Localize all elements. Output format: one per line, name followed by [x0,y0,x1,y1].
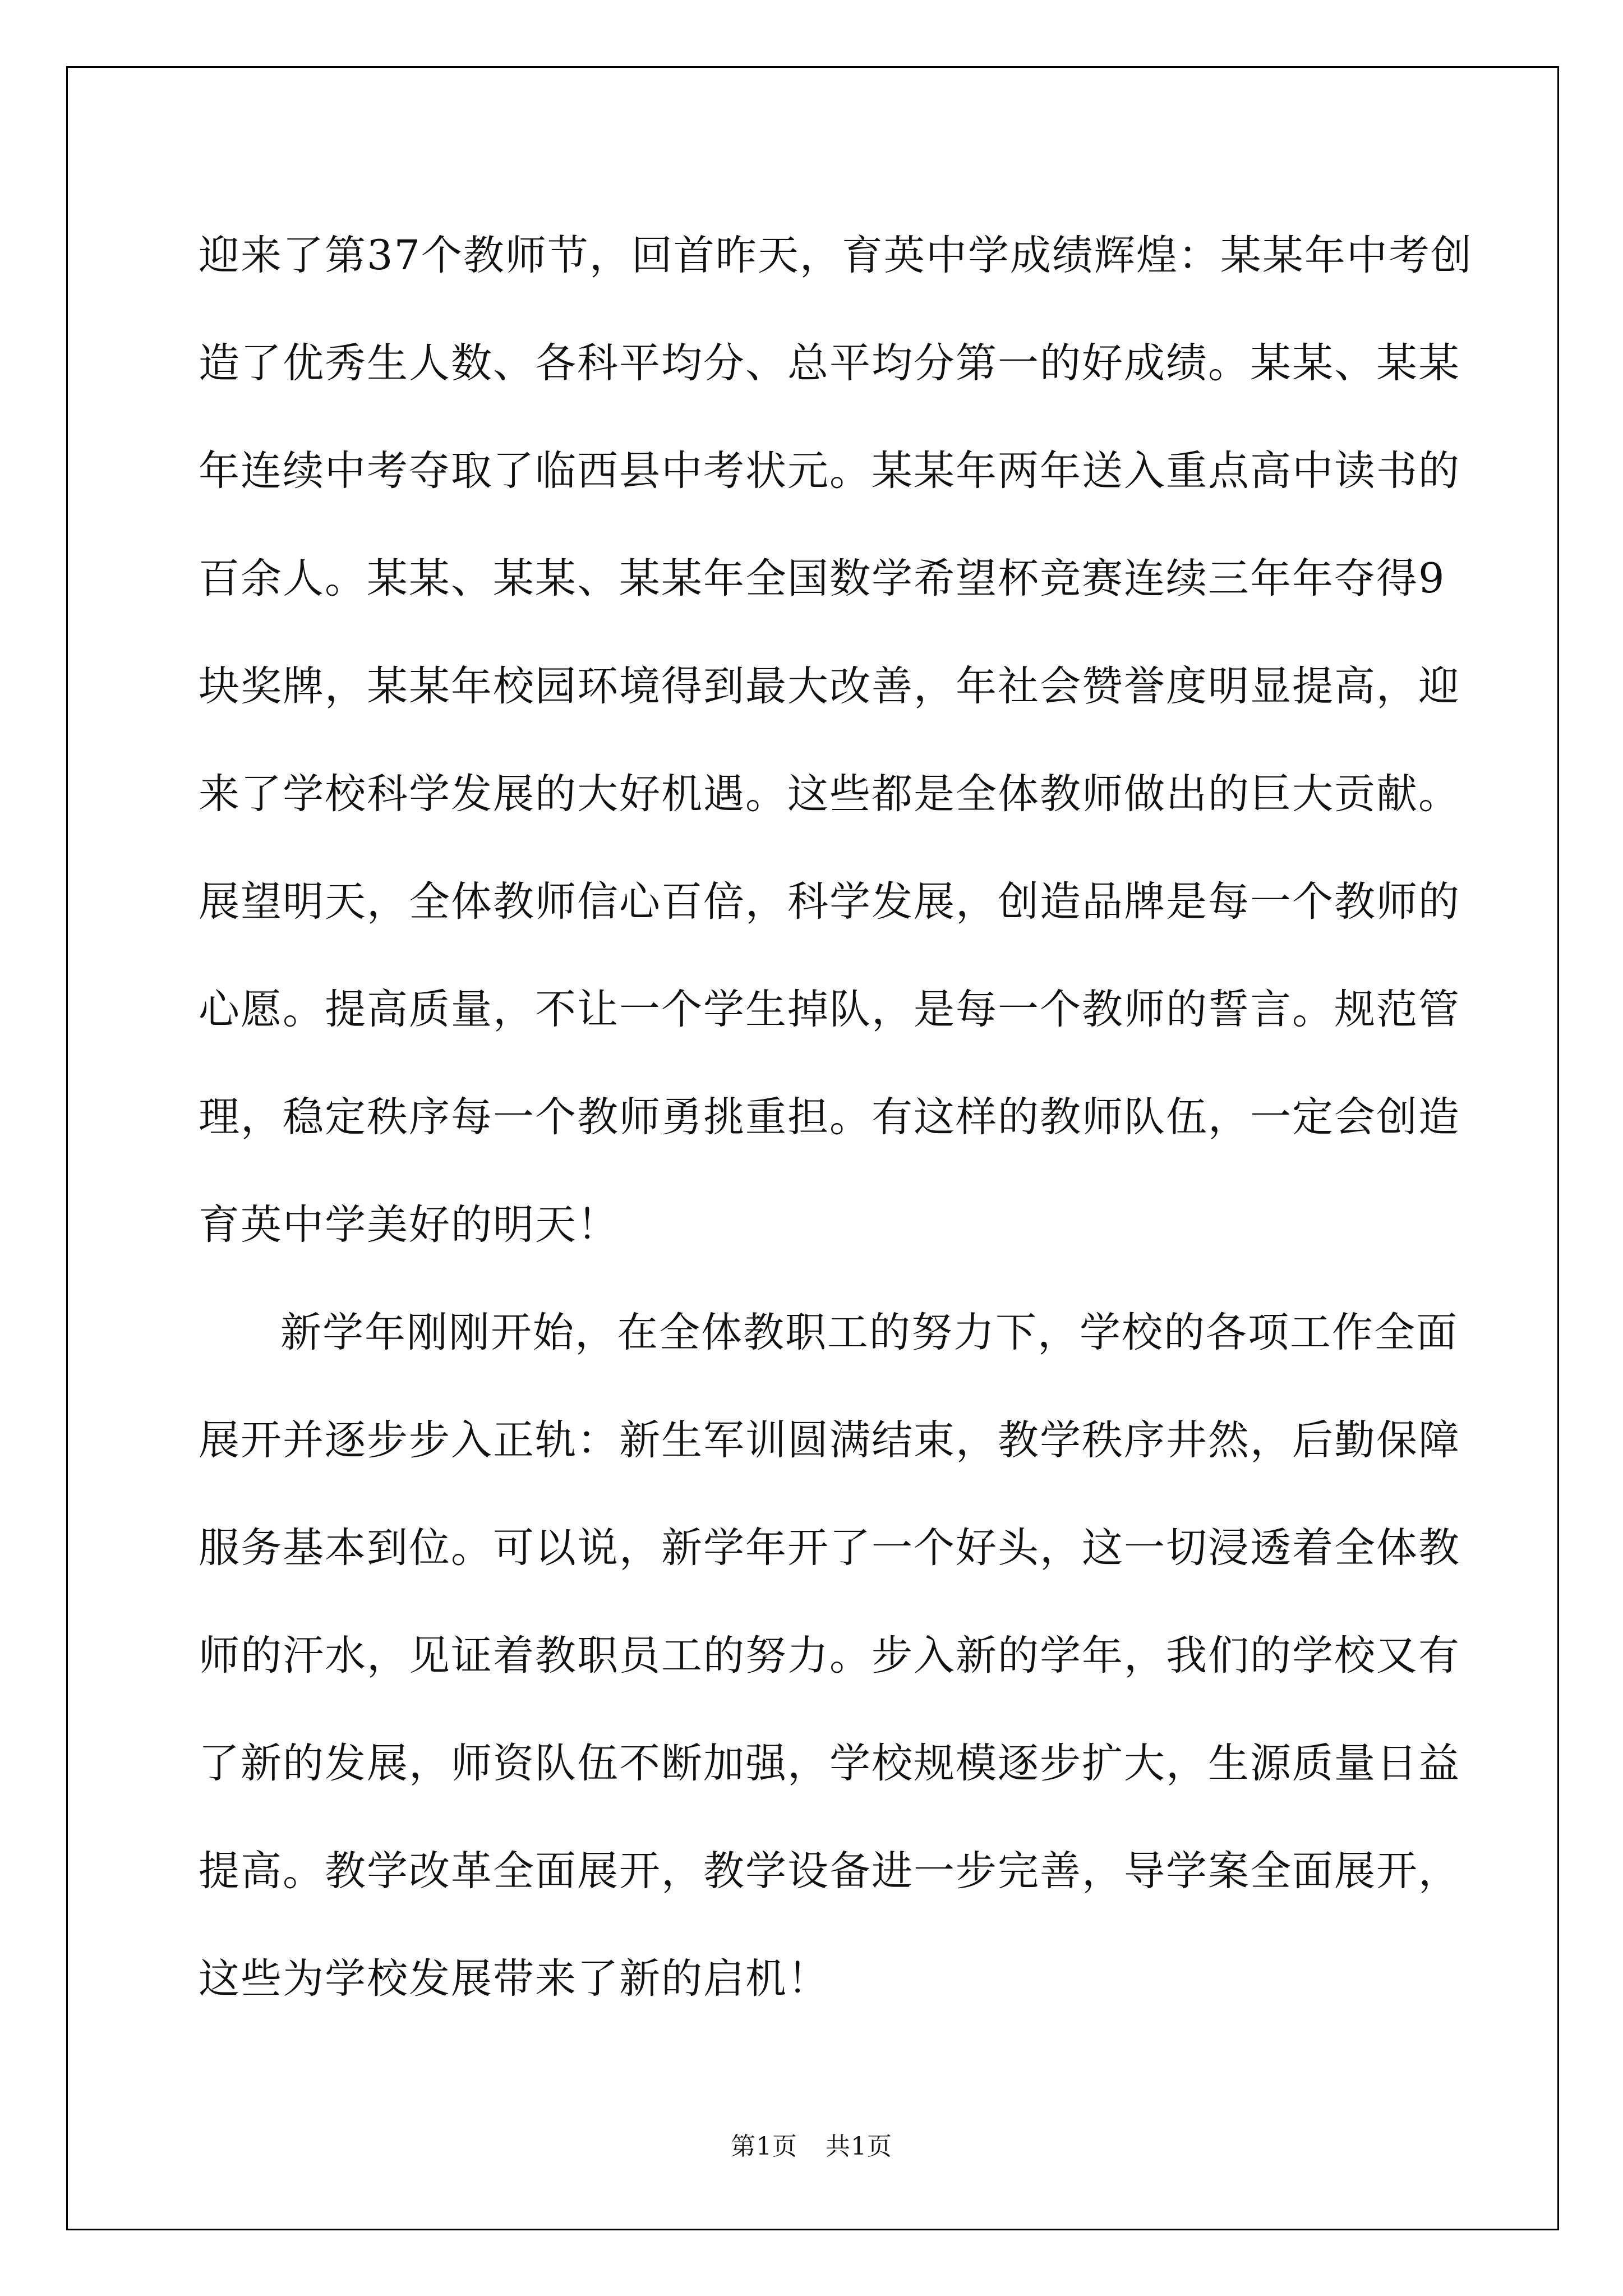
page-number: 第1页 [731,2132,797,2161]
text-line: 块奖牌，某某年校园环境得到最大改善，年社会赞誉度明显提高，迎 [199,662,1460,710]
text-line: 来了学校科学发展的大好机遇。这些都是全体教师做出的巨大贡献。 [199,770,1460,818]
page-footer [0,2126,1623,2162]
text-line: 理，稳定秩序每一个教师勇挑重担。有这样的教师队伍，一定会创造 [199,1093,1460,1141]
text-line: 育英中学美好的明天！ [199,1201,619,1249]
text-line: 心愿。提高质量，不让一个学生掉队，是每一个教师的誓言。规范管 [199,986,1460,1033]
text-line: 展望明天，全体教师信心百倍，科学发展，创造品牌是每一个教师的 [199,878,1460,926]
text-line: 造了优秀生人数、各科平均分、总平均分第一的好成绩。某某、某某 [199,339,1460,387]
text-line: 了新的发展，师资队伍不断加强，学校规模逐步扩大，生源质量日益 [199,1740,1460,1787]
text-line: 师的汗水，见证着教职员工的努力。步入新的学年，我们的学校又有 [199,1632,1460,1680]
text-line: 年连续中考夺取了临西县中考状元。某某年两年送入重点高中读书的 [199,447,1460,495]
total-pages: 共1页 [826,2132,892,2161]
text-line: 提高。教学改革全面展开，教学设备进一步完善，导学案全面展开， [199,1847,1460,1895]
text-line: 迎来了第37个教师节，回首昨天，育英中学成绩辉煌：某某年中考创 [199,232,1473,279]
text-line: 服务基本到位。可以说，新学年开了一个好头，这一切浸透着全体教 [199,1524,1460,1572]
text-line: 新学年刚刚开始，在全体教职工的努力下，学校的各项工作全面 [280,1309,1458,1356]
text-line: 这些为学校发展带来了新的启机！ [199,1955,829,2003]
text-line: 百余人。某某、某某、某某年全国数学希望杯竞赛连续三年年夺得9 [199,555,1446,602]
text-line: 展开并逐步步入正轨：新生军训圆满结束，教学秩序井然，后勤保障 [199,1416,1460,1464]
document-body [199,202,1473,2033]
